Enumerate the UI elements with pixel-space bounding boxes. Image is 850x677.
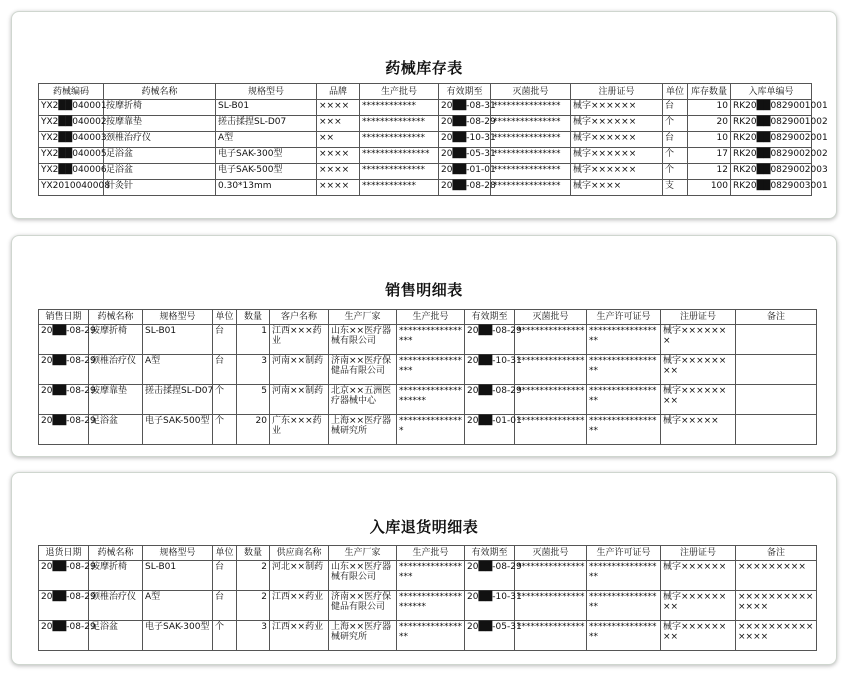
table-cell: 20██-08-29 (465, 385, 515, 415)
col-header: 药械名称 (104, 84, 216, 100)
col-header: 备注 (736, 310, 817, 325)
table-cell: ***************** (587, 325, 661, 355)
table-row (39, 148, 812, 164)
table-cell: ××× (317, 116, 360, 132)
col-header: 入库单编号 (731, 84, 812, 100)
table-cell: 械字×××× (571, 180, 663, 196)
table-cell: SL-B01 (143, 325, 213, 355)
col-header: 单位 (213, 546, 237, 561)
table-cell: 械字××××× (661, 415, 736, 445)
table-cell: ***************** (397, 561, 465, 591)
inventory-table (38, 83, 828, 196)
col-header: 药械编码 (39, 84, 104, 100)
returns-table (38, 545, 817, 651)
table-cell: 山东××医疗器械有限公司 (329, 561, 397, 591)
table-cell: 河北××制药 (270, 561, 329, 591)
col-header: 生产许可证号 (587, 310, 661, 325)
table-cell: 北京××五洲医疗器械中心 (329, 385, 397, 415)
table-cell: 上海××医疗器械研究所 (329, 621, 397, 651)
col-header: 规格型号 (143, 310, 213, 325)
table-cell: ×××× (317, 180, 360, 196)
table-cell: 20██-08-29 (465, 325, 515, 355)
table-cell: RK20██0829003001 (731, 180, 812, 196)
table-cell: 20██-05-31 (465, 621, 515, 651)
col-header: 规格型号 (216, 84, 317, 100)
table-cell: YX2██040006 (39, 164, 104, 180)
table-cell: *************** (515, 385, 587, 415)
table-cell: 械字×××××× (571, 100, 663, 116)
sales-table (38, 309, 817, 445)
table-row (39, 116, 812, 132)
table-cell: ************** (360, 116, 439, 132)
returns-title: 入库退货明细表 (369, 518, 479, 536)
table-cell: 20██-10-31 (465, 591, 515, 621)
table-cell: A型 (143, 355, 213, 385)
table-cell: 台 (213, 561, 237, 591)
table-cell: 20 (237, 415, 270, 445)
sales-title: 销售明细表 (385, 281, 463, 299)
table-cell: 10 (688, 132, 731, 148)
col-header: 备注 (736, 546, 817, 561)
table-cell: 颈椎治疗仪 (89, 591, 143, 621)
table-cell: ***************** (587, 591, 661, 621)
table-cell: **************** (397, 621, 465, 651)
col-header: 有效期至 (465, 310, 515, 325)
table-cell: 5 (237, 385, 270, 415)
col-header: 客户名称 (270, 310, 329, 325)
table-cell: RK20██0829001001 (731, 100, 812, 116)
table-cell: RK20██0829002003 (731, 164, 812, 180)
table-cell: SL-B01 (216, 100, 317, 116)
col-header: 注册证号 (661, 546, 736, 561)
table-cell: ************ (360, 180, 439, 196)
returns-header-row (39, 546, 817, 561)
col-header: 退货日期 (39, 546, 89, 561)
table-cell: RK20██0829002002 (731, 148, 812, 164)
col-header: 灭菌批号 (515, 546, 587, 561)
table-cell: 台 (213, 591, 237, 621)
col-header: 药械名称 (89, 310, 143, 325)
table-cell: *************** (515, 415, 587, 445)
table-cell: 济南××医疗保健品有限公司 (329, 355, 397, 385)
table-cell: 10 (688, 100, 731, 116)
col-header: 供应商名称 (270, 546, 329, 561)
col-header: 灭菌批号 (491, 84, 571, 100)
col-header: 销售日期 (39, 310, 89, 325)
table-cell: 100 (688, 180, 731, 196)
table-cell: 20██-01-01 (465, 415, 515, 445)
table-cell: ×××× (317, 148, 360, 164)
table-cell: 搓击揉捏SL-D07 (216, 116, 317, 132)
col-header: 灭菌批号 (515, 310, 587, 325)
table-cell: 20██-01-01 (439, 164, 491, 180)
table-cell: ×××× (317, 100, 360, 116)
col-header: 规格型号 (143, 546, 213, 561)
table-cell: 足浴盆 (104, 164, 216, 180)
table-cell: 械字×××××× (661, 561, 736, 591)
col-header: 生产批号 (397, 546, 465, 561)
table-row (39, 385, 817, 415)
table-cell: 个 (213, 415, 237, 445)
table-cell: *************** (491, 100, 571, 116)
col-header: 库存数量 (688, 84, 731, 100)
table-cell: 20 (688, 116, 731, 132)
table-row (39, 100, 812, 116)
table-cell: 足浴盆 (89, 621, 143, 651)
col-header: 数量 (237, 310, 270, 325)
table-cell: 台 (663, 100, 688, 116)
table-cell: ************ (360, 100, 439, 116)
table-cell: ***************** (587, 355, 661, 385)
table-cell: 个 (213, 385, 237, 415)
table-cell: ×××××××××××××× (736, 621, 817, 651)
table-row (39, 621, 817, 651)
table-cell: 上海××医疗器械研究所 (329, 415, 397, 445)
sales-header-row (39, 310, 817, 325)
table-cell: ******************** (397, 591, 465, 621)
table-cell: 台 (213, 355, 237, 385)
table-row (39, 561, 817, 591)
table-cell: RK20██0829002001 (731, 132, 812, 148)
col-header: 生产许可证号 (587, 546, 661, 561)
table-cell: 河南××制药 (270, 385, 329, 415)
table-cell: *************** (397, 415, 465, 445)
table-cell: 颈椎治疗仪 (104, 132, 216, 148)
table-cell: 20██-08-29 (39, 591, 89, 621)
table-cell: 12 (688, 164, 731, 180)
table-cell: 电子SAK-300型 (216, 148, 317, 164)
col-header: 有效期至 (465, 546, 515, 561)
table-row (39, 355, 817, 385)
table-cell: ***************** (587, 561, 661, 591)
table-cell: 江西×××药业 (270, 325, 329, 355)
table-cell: ×××××××××××××× (736, 591, 817, 621)
table-cell: 20██-08-29 (439, 116, 491, 132)
table-cell: 按摩折椅 (104, 100, 216, 116)
table-cell: ***************** (397, 325, 465, 355)
table-cell: 3 (237, 355, 270, 385)
table-cell: *************** (491, 180, 571, 196)
col-header: 药械名称 (89, 546, 143, 561)
table-cell: 电子SAK-300型 (143, 621, 213, 651)
table-cell: 针灸针 (104, 180, 216, 196)
table-cell: 按摩折椅 (89, 325, 143, 355)
col-header: 生产批号 (397, 310, 465, 325)
table-cell: 电子SAK-500型 (143, 415, 213, 445)
table-cell: ************** (360, 164, 439, 180)
table-cell: 按摩靠垫 (104, 116, 216, 132)
table-cell: 械字×××××× (571, 164, 663, 180)
table-cell: 江西××药业 (270, 621, 329, 651)
col-header: 数量 (237, 546, 270, 561)
table-cell: 台 (213, 325, 237, 355)
table-cell: YX2██040005 (39, 148, 104, 164)
table-cell: ***************** (587, 621, 661, 651)
table-cell: 20██-08-29 (465, 561, 515, 591)
table-cell: 20██-08-29 (39, 325, 89, 355)
table-cell: YX2010040008 (39, 180, 104, 196)
table-cell: SL-B01 (143, 561, 213, 591)
table-cell: 山东××医疗器械有限公司 (329, 325, 397, 355)
table-cell (736, 385, 817, 415)
col-header: 品牌 (317, 84, 360, 100)
table-cell (736, 415, 817, 445)
table-cell: RK20██0829001002 (731, 116, 812, 132)
table-cell: 20██-08-29 (39, 385, 89, 415)
table-cell: 械字××××××× (661, 325, 736, 355)
table-cell: A型 (216, 132, 317, 148)
table-cell: *************** (491, 132, 571, 148)
table-cell: 20██-10-31 (439, 132, 491, 148)
sales-panel (11, 235, 837, 457)
table-cell: A型 (143, 591, 213, 621)
table-row (39, 591, 817, 621)
table-cell: *************** (515, 591, 587, 621)
col-header: 生产厂家 (329, 546, 397, 561)
table-cell: 个 (663, 148, 688, 164)
table-cell: *************** (515, 355, 587, 385)
table-cell: *************** (491, 164, 571, 180)
table-cell: ***************** (587, 385, 661, 415)
table-row (39, 132, 812, 148)
table-cell: 按摩折椅 (89, 561, 143, 591)
table-cell: *************** (491, 116, 571, 132)
table-cell: 搓击揉捏SL-D07 (143, 385, 213, 415)
table-cell: 械字×××××× (571, 116, 663, 132)
table-cell: 20██-08-29 (39, 561, 89, 591)
table-row (39, 180, 812, 196)
table-cell (736, 355, 817, 385)
table-cell: 电子SAK-500型 (216, 164, 317, 180)
table-cell: 20██-08-29 (39, 621, 89, 651)
table-cell: 17 (688, 148, 731, 164)
table-cell: YX2██040003 (39, 132, 104, 148)
returns-panel (11, 472, 837, 665)
table-cell: 械字×××××× (571, 132, 663, 148)
inventory-panel (11, 11, 837, 219)
table-cell: ******************** (397, 385, 465, 415)
table-cell: 20██-08-29 (39, 355, 89, 385)
table-cell: 河南××制药 (270, 355, 329, 385)
table-cell: 个 (663, 164, 688, 180)
table-row (39, 415, 817, 445)
col-header: 注册证号 (661, 310, 736, 325)
table-cell: 个 (213, 621, 237, 651)
table-cell: 广东×××药业 (270, 415, 329, 445)
table-cell: 1 (237, 325, 270, 355)
table-cell: *************** (515, 561, 587, 591)
table-cell: 足浴盆 (89, 415, 143, 445)
table-cell: *************** (515, 325, 587, 355)
table-cell: ×× (317, 132, 360, 148)
table-cell: ***************** (587, 415, 661, 445)
table-cell: 械字×××××× (571, 148, 663, 164)
table-cell: ************** (360, 132, 439, 148)
col-header: 生产厂家 (329, 310, 397, 325)
col-header: 单位 (663, 84, 688, 100)
table-cell: 济南××医疗保健品有限公司 (329, 591, 397, 621)
table-cell: 20██-08-31 (439, 100, 491, 116)
col-header: 注册证号 (571, 84, 663, 100)
inventory-header-row (39, 84, 812, 100)
col-header: 有效期至 (439, 84, 491, 100)
table-cell: ×××× (317, 164, 360, 180)
table-cell: 20██-10-31 (465, 355, 515, 385)
col-header: 单位 (213, 310, 237, 325)
table-cell: 20██-08-29 (39, 415, 89, 445)
table-cell: 江西××药业 (270, 591, 329, 621)
table-cell: 20██-05-31 (439, 148, 491, 164)
table-cell: 械字×××××××× (661, 385, 736, 415)
table-cell: 20██-08-28 (439, 180, 491, 196)
col-header: 生产批号 (360, 84, 439, 100)
table-row (39, 164, 812, 180)
table-cell: ***************** (397, 355, 465, 385)
table-cell: 0.30*13mm (216, 180, 317, 196)
table-cell: 2 (237, 561, 270, 591)
table-cell: YX2██040002 (39, 116, 104, 132)
table-cell: 个 (663, 116, 688, 132)
table-cell: 按摩靠垫 (89, 385, 143, 415)
table-cell: YX2██040001 (39, 100, 104, 116)
table-cell: *************** (491, 148, 571, 164)
table-cell: 支 (663, 180, 688, 196)
table-cell (736, 325, 817, 355)
table-cell: 台 (663, 132, 688, 148)
table-cell: *************** (515, 621, 587, 651)
table-cell: 足浴盆 (104, 148, 216, 164)
table-cell: 颈椎治疗仪 (89, 355, 143, 385)
table-row (39, 325, 817, 355)
table-cell: 械字×××××××× (661, 621, 736, 651)
table-cell: 械字×××××××× (661, 355, 736, 385)
table-cell: ××××××××× (736, 561, 817, 591)
table-cell: 2 (237, 591, 270, 621)
table-cell: 3 (237, 621, 270, 651)
table-cell: 械字×××××××× (661, 591, 736, 621)
inventory-title: 药械库存表 (385, 59, 463, 77)
table-cell: *************** (360, 148, 439, 164)
